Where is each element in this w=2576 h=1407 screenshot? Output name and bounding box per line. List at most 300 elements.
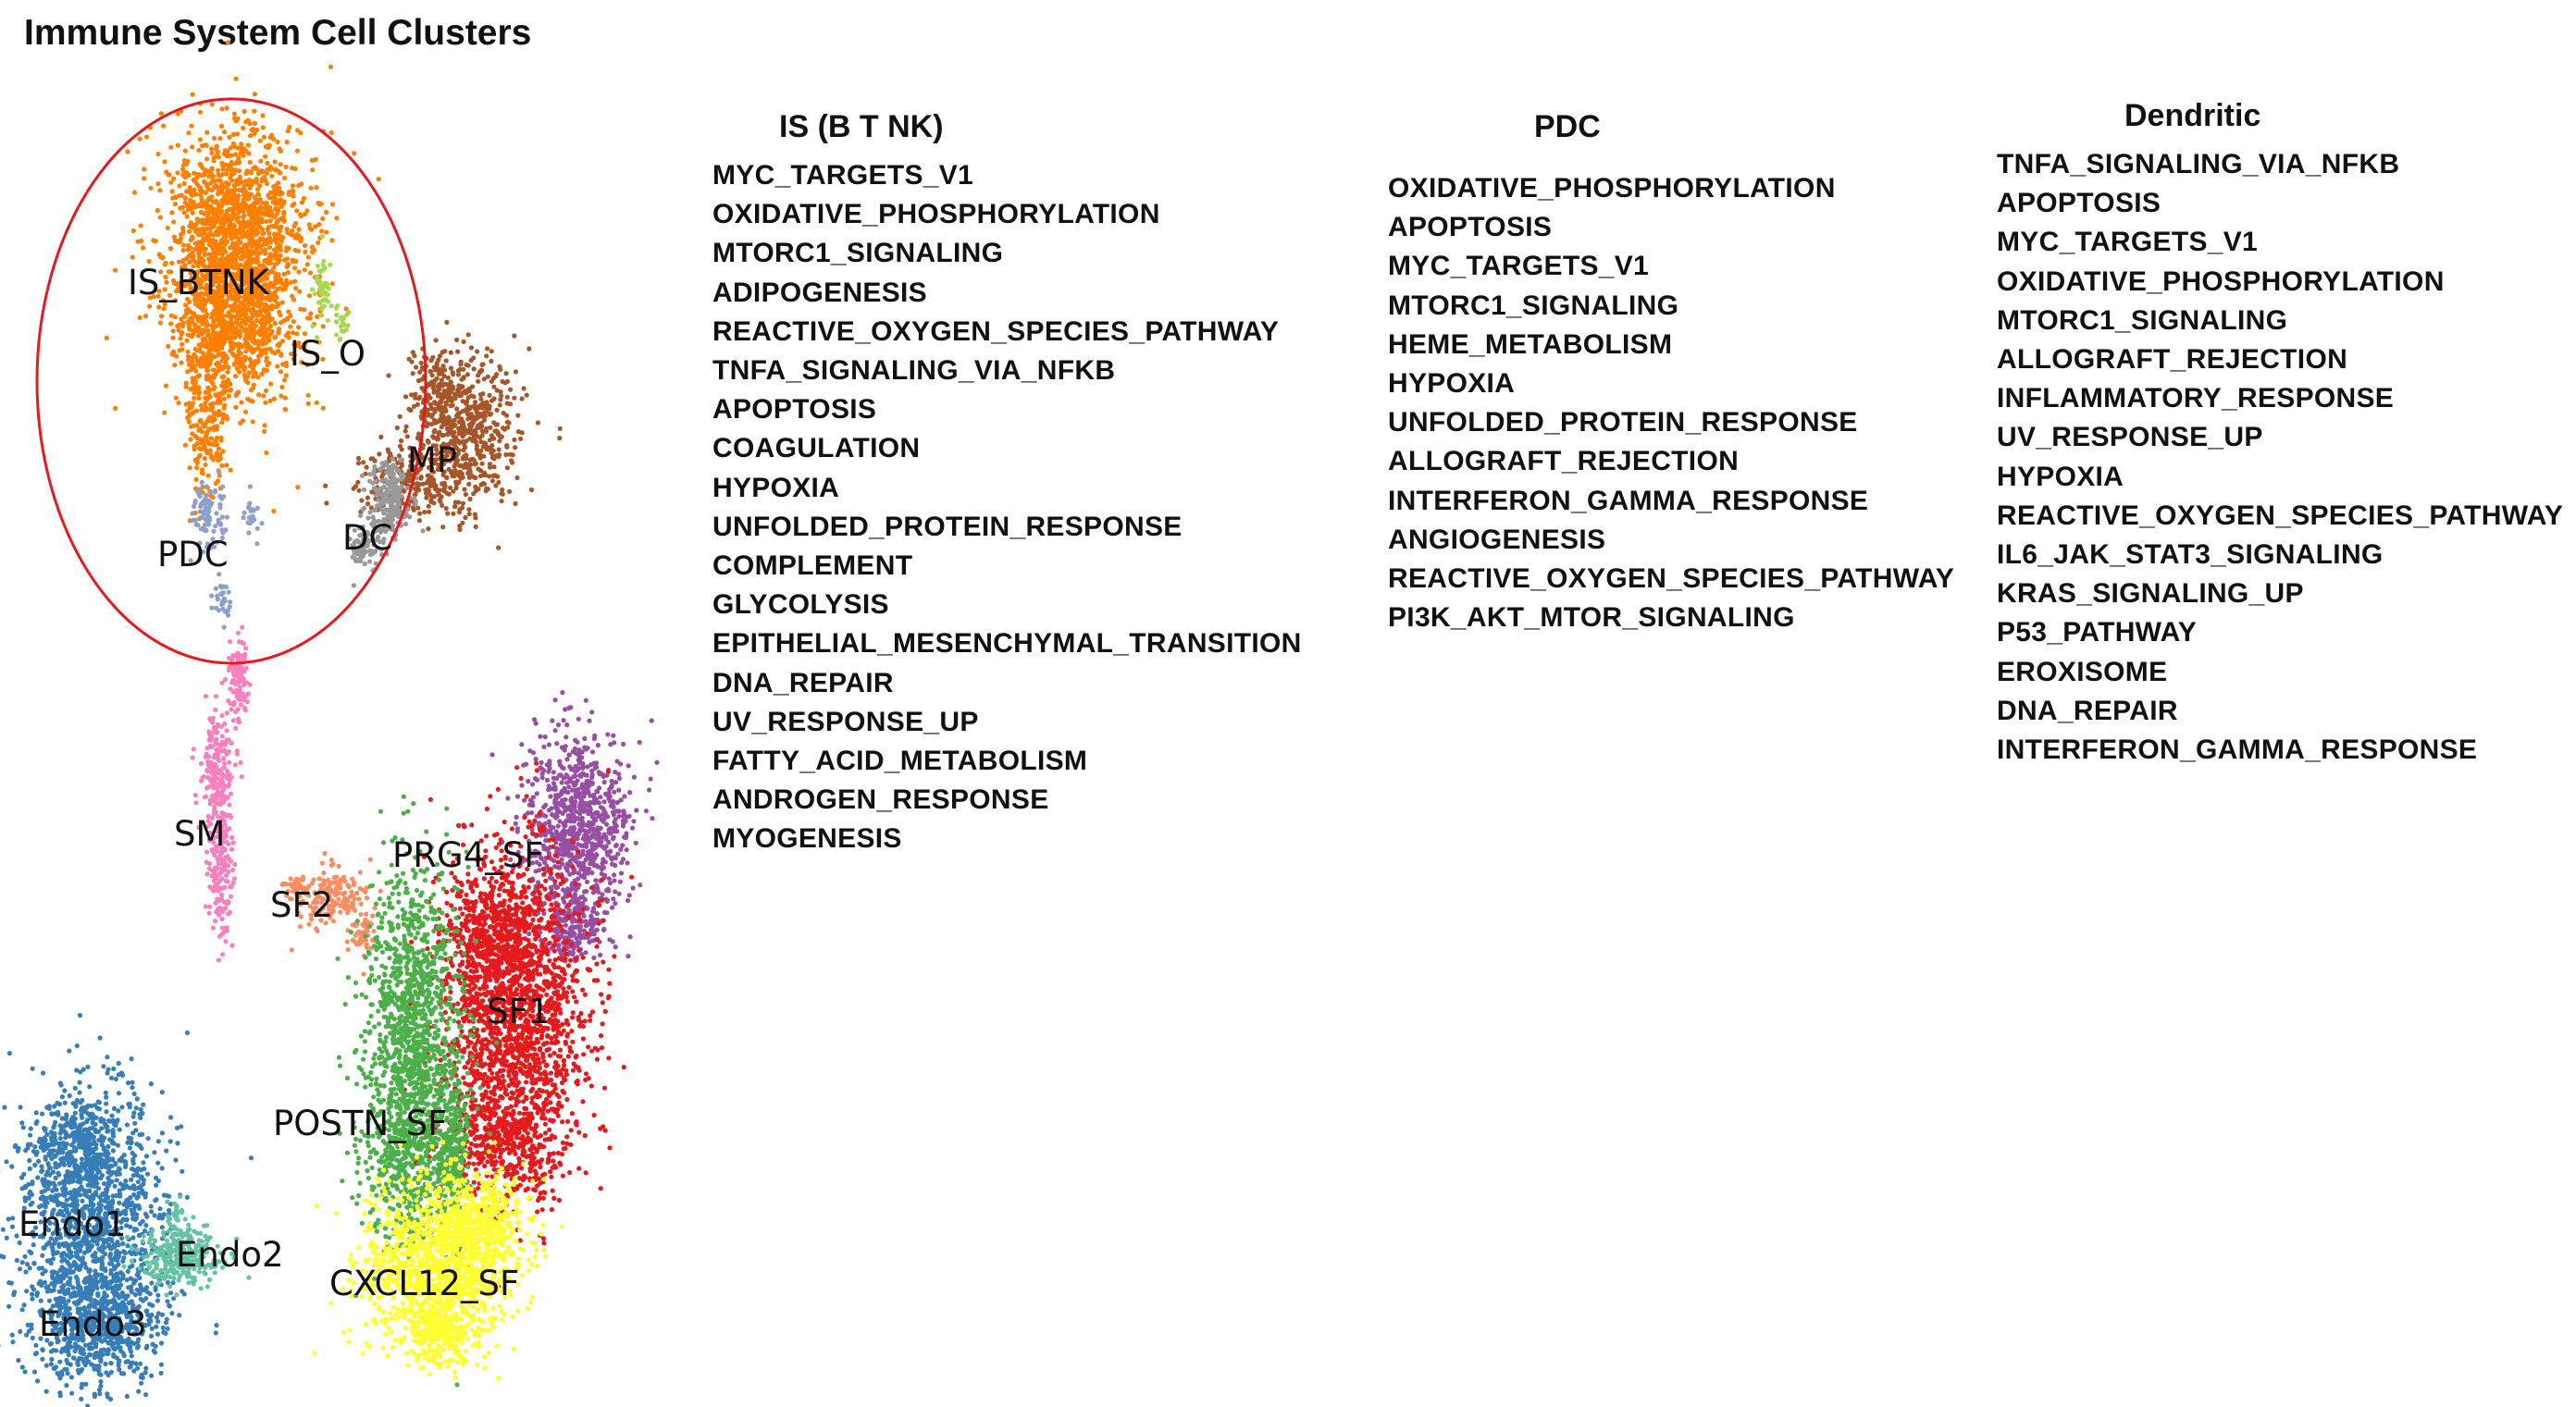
cell-point — [197, 373, 202, 377]
cell-point — [571, 774, 576, 779]
cell-point — [219, 420, 224, 425]
cell-point — [478, 397, 483, 401]
cell-point — [543, 734, 548, 739]
cell-point — [192, 204, 197, 209]
cell-point — [219, 790, 224, 795]
cell-point — [242, 511, 247, 515]
cell-point — [252, 340, 256, 345]
cell-point — [253, 121, 257, 126]
cell-point — [471, 404, 476, 409]
cell-point — [273, 275, 278, 279]
cell-point — [205, 323, 210, 327]
cell-point — [204, 312, 209, 316]
cell-point — [638, 740, 642, 745]
cell-point — [243, 410, 248, 414]
cell-point — [328, 65, 333, 69]
cell-point — [204, 405, 208, 410]
cell-point — [199, 361, 204, 365]
cell-point — [247, 515, 252, 520]
cell-point — [241, 360, 245, 364]
cell-point — [553, 787, 558, 792]
cell-point — [312, 248, 316, 253]
cell-point — [209, 500, 214, 505]
cell-point — [500, 499, 504, 503]
cell-point — [245, 699, 250, 704]
cell-point — [266, 361, 271, 365]
cell-point — [258, 326, 263, 330]
cell-point — [616, 771, 621, 776]
cell-point — [217, 608, 221, 612]
cell-point — [438, 353, 442, 358]
cell-point — [449, 351, 453, 355]
cell-point — [233, 152, 238, 156]
cell-point — [261, 211, 266, 216]
cell-point — [514, 475, 519, 480]
cell-point — [527, 803, 532, 808]
cell-point — [295, 149, 300, 154]
cell-point — [573, 783, 577, 787]
cell-point — [205, 513, 210, 518]
cell-point — [254, 347, 258, 352]
cell-point — [329, 238, 334, 242]
cell-point — [226, 163, 230, 167]
cell-point — [319, 228, 324, 233]
cell-point — [207, 252, 212, 256]
cell-point — [190, 144, 194, 149]
page-title: Immune System Cell Clusters — [24, 13, 532, 53]
cell-point — [186, 333, 191, 338]
cell-point — [431, 390, 436, 395]
cell-point — [217, 227, 222, 231]
cell-point — [193, 388, 198, 392]
cell-point — [211, 211, 216, 216]
cell-point — [631, 885, 636, 890]
cell-point — [417, 518, 422, 523]
cell-point — [419, 386, 424, 390]
cell-point — [236, 155, 241, 160]
cell-point — [248, 364, 253, 368]
cell-point — [232, 876, 237, 881]
cell-point — [186, 350, 191, 354]
cell-point — [181, 163, 186, 167]
cell-point — [191, 315, 195, 319]
cell-point — [193, 518, 198, 523]
cell-point — [223, 926, 228, 931]
cell-point — [192, 378, 196, 383]
cell-point — [279, 162, 283, 167]
cell-point — [221, 584, 226, 588]
cell-point — [475, 415, 479, 420]
cell-point — [220, 485, 225, 489]
cell-point — [233, 254, 238, 259]
cell-point — [650, 816, 654, 821]
cell-point — [217, 396, 222, 401]
cell-point — [355, 480, 360, 485]
cell-point — [480, 462, 485, 466]
cell-point — [290, 204, 294, 208]
cell-point — [318, 313, 323, 317]
cell-point — [266, 338, 271, 342]
cell-point — [488, 413, 492, 417]
cell-point — [130, 254, 135, 259]
cell-point — [218, 523, 223, 527]
cell-point — [399, 494, 403, 499]
cell-point — [238, 760, 242, 765]
cell-point — [226, 311, 230, 315]
cell-point — [468, 473, 473, 477]
cell-point — [263, 423, 267, 427]
cell-point — [298, 239, 303, 243]
cell-point — [310, 158, 315, 163]
cell-point — [283, 396, 288, 401]
cell-point — [166, 226, 170, 230]
cell-point — [252, 363, 256, 367]
cell-point — [453, 480, 458, 485]
cell-point — [204, 366, 209, 371]
cell-point — [151, 238, 155, 242]
cell-point — [320, 267, 325, 272]
cell-point — [173, 239, 178, 243]
cell-point — [187, 327, 192, 331]
cell-point — [284, 373, 289, 377]
cell-point — [477, 453, 482, 458]
cell-point — [238, 697, 242, 702]
cell-point — [473, 512, 477, 517]
cell-point — [464, 399, 469, 403]
cell-point — [262, 429, 266, 434]
cell-point — [254, 180, 259, 185]
cell-point — [469, 345, 474, 350]
cell-point — [262, 135, 266, 140]
cell-point — [164, 169, 168, 174]
cell-point — [204, 769, 209, 773]
cell-point — [491, 464, 496, 469]
cell-point — [222, 397, 227, 401]
cell-point — [224, 228, 229, 232]
cell-point — [216, 858, 220, 862]
cell-point — [560, 780, 564, 784]
cell-point — [216, 168, 220, 173]
cell-point — [476, 449, 480, 453]
cell-point — [386, 450, 390, 454]
cell-point — [246, 530, 251, 535]
cell-point — [494, 423, 499, 427]
cell-point — [473, 438, 477, 443]
cell-point — [197, 327, 202, 331]
cell-point — [216, 907, 220, 911]
cell-point — [224, 879, 229, 883]
cell-point — [271, 509, 276, 513]
cell-point — [295, 485, 300, 489]
cell-point — [497, 447, 502, 451]
cell-point — [374, 488, 378, 492]
cell-point — [356, 461, 361, 465]
cell-point — [247, 501, 252, 506]
cell-point — [220, 389, 225, 394]
cell-point — [278, 171, 282, 176]
cell-point — [193, 793, 198, 797]
cell-point — [466, 332, 471, 337]
cell-point — [487, 393, 491, 398]
cell-point — [200, 480, 204, 485]
cell-point — [138, 315, 142, 320]
cell-point — [203, 456, 207, 461]
cell-point — [489, 379, 494, 384]
cell-point — [399, 438, 403, 443]
cell-point — [113, 268, 118, 273]
cell-point — [237, 332, 242, 337]
cell-point — [324, 500, 328, 505]
cell-point — [416, 378, 421, 383]
cell-point — [479, 413, 484, 418]
cell-point — [263, 302, 267, 307]
cell-point — [248, 160, 253, 165]
cell-point — [224, 738, 229, 743]
cell-point — [222, 749, 227, 754]
cell-point — [255, 302, 260, 307]
cell-point — [367, 510, 372, 514]
cell-point — [467, 512, 472, 516]
cell-point — [204, 528, 208, 533]
cell-point — [267, 236, 272, 241]
cell-point — [228, 884, 232, 889]
cell-point — [654, 760, 659, 765]
cell-point — [227, 826, 231, 831]
cell-point — [291, 319, 296, 324]
cell-point — [443, 382, 448, 387]
cell-point — [192, 444, 196, 449]
cell-point — [581, 764, 586, 769]
cell-point — [185, 409, 190, 413]
cell-point — [627, 790, 632, 795]
cell-point — [180, 231, 185, 236]
cell-point — [217, 242, 222, 247]
cell-point — [190, 412, 194, 416]
cell-point — [318, 285, 323, 290]
cell-point — [548, 794, 552, 798]
cell-point — [209, 378, 214, 383]
cell-point — [214, 792, 218, 796]
cell-point — [231, 326, 236, 330]
cell-point — [514, 815, 519, 820]
cell-point — [224, 463, 229, 467]
cell-point — [204, 794, 208, 798]
cell-point — [547, 808, 551, 812]
cell-point — [245, 397, 250, 401]
cell-point — [236, 349, 241, 353]
cell-point — [309, 186, 314, 191]
cell-point — [520, 396, 525, 401]
cell-point — [226, 213, 230, 217]
cell-point — [227, 182, 231, 187]
cell-point — [413, 396, 417, 401]
cell-point — [442, 481, 447, 486]
cell-point — [252, 231, 256, 236]
cell-point — [518, 437, 523, 441]
cell-point — [334, 216, 339, 220]
cell-point — [268, 191, 273, 195]
cell-point — [288, 325, 292, 329]
cell-point — [198, 137, 203, 142]
cell-point — [231, 214, 236, 218]
cell-point — [449, 403, 453, 408]
cell-point — [216, 882, 220, 886]
cell-point — [416, 435, 421, 439]
cell-point — [215, 442, 219, 447]
cell-point — [230, 868, 235, 872]
cell-point — [194, 348, 199, 352]
cell-point — [377, 177, 381, 181]
cell-point — [250, 249, 254, 253]
cell-point — [515, 794, 520, 798]
cell-point — [162, 159, 167, 164]
cell-point — [234, 202, 239, 206]
cell-point — [303, 212, 307, 216]
cell-point — [242, 188, 247, 192]
cell-point — [360, 474, 365, 478]
cell-point — [242, 368, 247, 373]
cell-point — [484, 487, 489, 491]
cell-point — [451, 489, 455, 494]
cell-point — [229, 707, 234, 711]
cell-point — [248, 169, 253, 174]
cell-point — [515, 413, 520, 418]
cell-point — [310, 287, 315, 291]
cell-point — [204, 232, 208, 237]
cell-point — [279, 393, 283, 398]
cell-point — [195, 216, 200, 221]
cell-point — [501, 379, 505, 384]
cell-point — [465, 372, 470, 376]
cell-point — [240, 657, 244, 661]
cell-point — [161, 124, 166, 129]
umap-cluster-plot — [0, 0, 666, 1407]
cell-point — [173, 202, 178, 206]
cell-point — [217, 318, 221, 323]
cell-point — [363, 562, 367, 566]
cell-point — [310, 324, 315, 328]
cell-point — [229, 847, 234, 852]
cell-point — [194, 423, 199, 427]
cell-point — [222, 900, 227, 905]
cell-point — [508, 388, 513, 392]
cell-point — [298, 130, 303, 135]
cell-point — [233, 653, 238, 658]
cell-point — [501, 492, 505, 497]
cell-point — [243, 119, 248, 124]
cell-point — [398, 458, 402, 463]
cell-point — [413, 501, 417, 506]
cell-point — [185, 415, 190, 420]
cell-point — [164, 384, 168, 389]
cell-point — [204, 694, 208, 698]
cell-point — [391, 489, 396, 494]
cell-point — [208, 448, 213, 452]
cell-point — [258, 139, 263, 143]
cell-point — [627, 893, 632, 897]
cell-point — [223, 939, 228, 944]
cell-point — [259, 168, 264, 173]
cell-point — [246, 520, 251, 525]
cell-point — [373, 508, 378, 512]
cell-point — [233, 726, 238, 731]
cell-point — [217, 505, 222, 510]
cell-point — [180, 248, 185, 253]
cell-point — [183, 302, 188, 307]
cell-point — [278, 244, 282, 249]
cell-point — [211, 330, 216, 335]
cell-point — [207, 197, 212, 202]
cell-point — [199, 526, 204, 531]
cell-point — [442, 349, 447, 353]
cell-point — [456, 372, 461, 376]
cell-point — [440, 377, 444, 382]
cell-point — [271, 284, 276, 289]
cell-point — [589, 769, 594, 773]
cell-point — [224, 414, 229, 419]
cell-point — [214, 200, 218, 204]
cell-point — [200, 166, 204, 170]
cell-point — [489, 450, 494, 455]
cell-point — [234, 228, 239, 233]
cell-point — [254, 310, 259, 315]
cell-point — [451, 370, 455, 375]
cell-point — [168, 145, 173, 150]
cell-point — [202, 327, 206, 332]
cell-point — [210, 238, 215, 242]
cell-point — [174, 354, 179, 359]
cell-point — [226, 370, 230, 375]
cell-point — [189, 201, 193, 205]
cell-point — [238, 342, 242, 347]
cell-point — [442, 488, 447, 493]
cell-point — [483, 441, 488, 446]
cell-point — [224, 873, 229, 878]
cell-point — [586, 840, 590, 845]
cell-point — [285, 265, 290, 269]
cell-point — [553, 728, 558, 733]
cell-point — [529, 488, 534, 492]
cell-point — [228, 599, 232, 604]
cell-point — [219, 724, 224, 729]
cell-point — [255, 375, 260, 379]
cell-point — [475, 349, 479, 353]
cell-point — [286, 270, 291, 275]
cell-point — [619, 870, 624, 875]
cell-point — [212, 136, 217, 141]
cell-point — [203, 401, 207, 405]
cell-point — [451, 434, 455, 438]
cell-point — [480, 473, 485, 477]
cell-point — [200, 217, 204, 222]
cell-point — [260, 341, 265, 346]
cell-point — [204, 210, 209, 215]
cell-point — [487, 474, 491, 478]
cell-point — [159, 314, 164, 318]
cell-point — [443, 406, 448, 411]
cell-point — [504, 445, 509, 450]
cell-point — [186, 172, 191, 177]
cell-point — [281, 212, 286, 216]
cell-point — [207, 866, 212, 870]
cell-point — [426, 421, 430, 426]
cell-point — [179, 361, 183, 365]
cell-point — [281, 318, 286, 323]
cell-point — [324, 229, 328, 234]
cell-point — [513, 501, 517, 506]
cell-point — [187, 229, 192, 234]
cell-point — [219, 893, 224, 897]
